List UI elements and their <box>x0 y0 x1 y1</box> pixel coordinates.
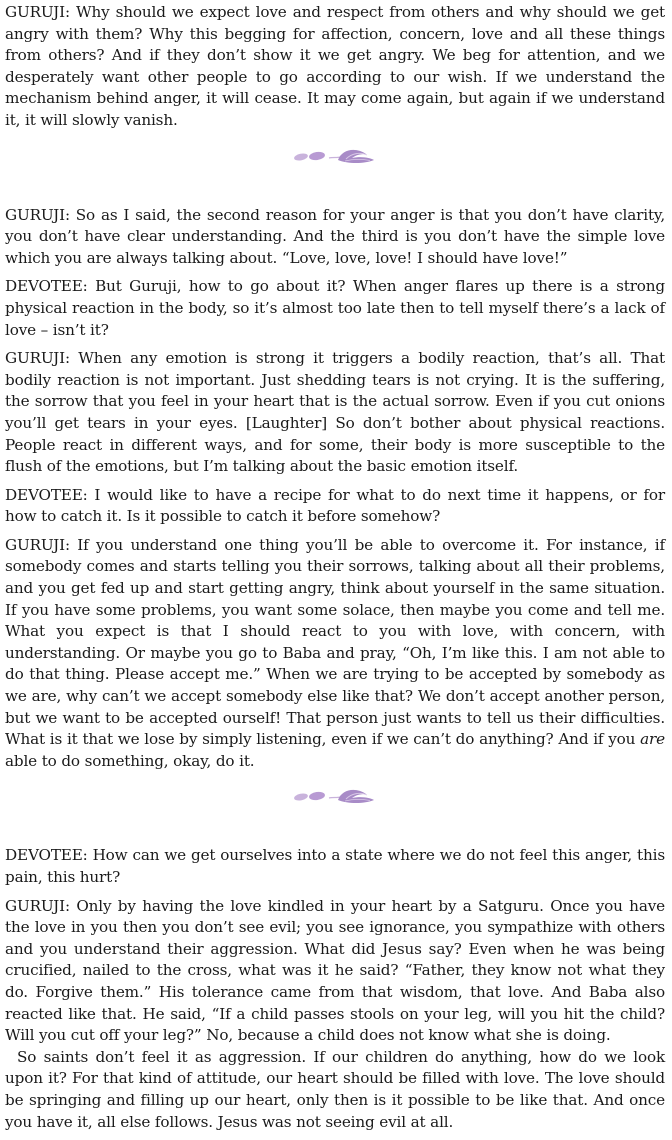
lotus-petals-ornament-icon <box>290 785 380 807</box>
lotus-petals-ornament-icon <box>290 145 380 167</box>
paragraph-text-before: GURUJI: If you understand one thing you’ll be able to overcome it. For instance, if somebody comes and starts telling you their sorrows, talking about all their problems, and you get fed up and start getting angry, think about yourself in the same situation. If you have some problems, you want some solace, then maybe you come and tell me. What you expect is that I should react to you with love, with concern, with understanding. Or maybe you go to Baba and pray, “Oh, I’m like this. I am not able to do that thing. Please accept me.” When we are trying to be accepted by somebody as we are, why can’t we accept somebody else like that? We don’t accept another person, but we want to be accepted ourself! That person just wants to tell us their difficulties. What is it that we lose by simply listening, even if we can’t do anything? And if you <box>5 535 665 749</box>
paragraph-devotee-recipe: DEVOTEE: I would like to have a recipe for what to do next time it happens, or for how to catch it. Is it possible to catch it before somehow? <box>5 485 665 526</box>
paragraph-saints: So saints don’t feel it as aggression. If our children do anything, how do we look upon it? For that kind of attitude, our heart should be filled with love. The love should be springing and filling up our heart, only then is it possible to be like that. And once you have it, all else follows. Jesus was not seeing evil at all. <box>5 1047 665 1131</box>
paragraph-guruji-second-reason: GURUJI: So as I said, the second reason for your anger is that you don’t have clarity, you don’t have clear understanding. And the third is you don’t have the simple love which you are always talking about. “Love, love, love! I should have love!” <box>5 205 665 267</box>
section-divider-2 <box>5 779 665 813</box>
section-divider-1 <box>5 139 665 173</box>
paragraph-guruji-emotion: GURUJI: When any emotion is strong it triggers a bodily reaction, that’s all. That bodily reaction is not important. Just shedding tears is not crying. It is the suffering, the sorrow that you feel in your heart that is the actual sorrow. Even if you cut onions you’ll get tears in your eyes. [Laughter] So don’t bother about physical reactions. People react in different ways, and for some, their body is more susceptible to the flush of the emotions, but I’m talking about the basic emotion itself. <box>5 349 665 476</box>
paragraph-guruji-expectation: GURUJI: Why should we expect love and respect from others and why should we get angry with them? Why this begging for affection, concern, love and all these things from others? And if they don’t show it we get angry. We beg for attention, and we desperately want other people to go according to our wish. If we understand the mechanism behind anger, it will cease. It may come again, but again if we understand it, it will slowly vanish. <box>5 3 665 129</box>
paragraph-devotee-state: DEVOTEE: How can we get ourselves into a state where we do not feel this anger, this pain, this hurt? <box>5 846 665 886</box>
paragraph-guruji-understand <box>5 535 665 773</box>
emphasis-are: are <box>640 730 665 749</box>
paragraph-devotee-how: DEVOTEE: But Guruji, how to go about it? When anger flares up there is a strong physical reaction in the body, so it’s almost too late then to tell myself there’s a lack of love – isn’t it? <box>5 277 665 339</box>
paragraph-text-after: able to do something, okay, do it. <box>5 751 255 770</box>
book-page <box>5 2 665 1140</box>
paragraph-guruji-satguru: GURUJI: Only by having the love kindled in your heart by a Satguru. Once you have the love in you then you don’t see evil; you see ignorance, you sympathize with others and you understand their aggression. What did Jesus say? Even when he was being crucified, nailed to the cross, what was it he said? “Father, they know not what they do. Forgive them.” His tolerance came from that wisdom, that love. And Baba also reacted like that. He said, “If a child passes stools on your leg, will you hit the child? Will you cut off your leg?” No, because a child does not know what she is doing. <box>5 896 665 1045</box>
